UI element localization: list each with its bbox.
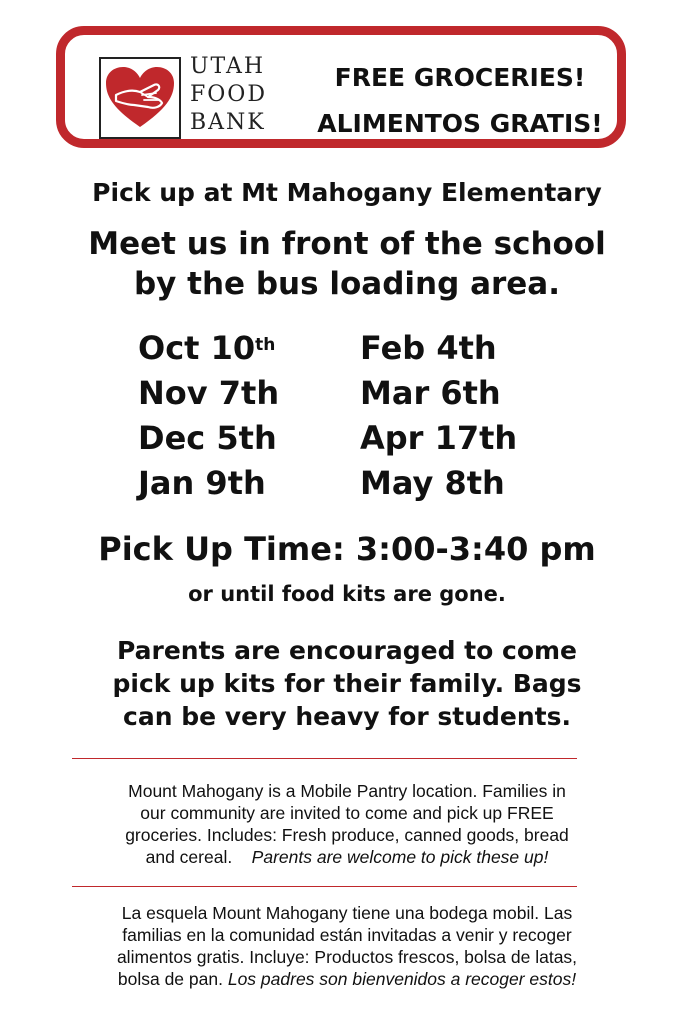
paragraph-line: familias en la comunidad están invitadas a venir y recoger: [122, 925, 572, 945]
headline-english: FREE GROCERIES!: [334, 63, 586, 92]
parents-note: [0, 634, 694, 733]
paragraph-text: and cereal.: [145, 847, 233, 867]
dates-column-left: [138, 326, 279, 506]
paragraph-line: [56, 968, 638, 990]
date-item: Apr 17th: [360, 419, 518, 457]
parents-line: pick up kits for their family. Bags: [112, 669, 582, 698]
paragraph-text: bolsa de pan.: [117, 969, 223, 989]
date-ordinal: th: [255, 335, 276, 355]
header-banner: [56, 26, 626, 148]
utah-food-bank-logo: [99, 57, 181, 139]
meeting-line: Meet us in front of the school: [88, 226, 606, 262]
date-item: Jan 9th: [138, 464, 266, 502]
heart-hands-icon: [104, 65, 176, 131]
logo-word: FOOD: [190, 82, 267, 107]
logo-word: UTAH: [190, 54, 266, 79]
parents-line: can be very heavy for students.: [123, 702, 571, 731]
date-item: May 8th: [360, 464, 505, 502]
paragraph-italic: Los padres son bienvenidos a recoger estos!: [227, 969, 577, 989]
logo-word: BANK: [190, 110, 266, 135]
paragraph-line: La esquela Mount Mahogany tiene una bodega mobil. Las: [121, 903, 573, 923]
headline-spanish: ALIMENTOS GRATIS!: [317, 109, 603, 138]
paragraph-italic: Parents are welcome to pick these up!: [251, 847, 549, 867]
paragraph-line: Mount Mahogany is a Mobile Pantry location. Families in: [128, 781, 566, 801]
pickup-location: Pick up at Mt Mahogany Elementary: [92, 178, 602, 207]
until-note: or until food kits are gone.: [188, 582, 506, 606]
date-item: Nov 7th: [138, 374, 280, 412]
date-item: Feb 4th: [360, 329, 497, 367]
date-item: Dec 5th: [138, 419, 277, 457]
paragraph-line: groceries. Includes: Fresh produce, canned goods, bread: [125, 825, 569, 845]
paragraph-line: our community are invited to come and pick up FREE: [140, 803, 554, 823]
dates-column-right: [360, 326, 517, 506]
divider-bottom: [72, 886, 577, 887]
paragraph-line: [56, 846, 638, 868]
date-item: [138, 326, 279, 371]
banner-headline: [300, 55, 620, 147]
logo-wordmark: [190, 53, 290, 137]
divider-top: [72, 758, 577, 759]
meeting-line: by the bus loading area.: [133, 266, 561, 302]
date-item: Mar 6th: [360, 374, 501, 412]
paragraph-line: alimentos gratis. Incluye: Productos frescos, bolsa de latas,: [116, 947, 578, 967]
pickup-time: Pick Up Time: 3:00-3:40 pm: [98, 530, 596, 568]
spanish-paragraph: [56, 902, 638, 990]
date-text: Oct 10: [138, 329, 256, 367]
english-paragraph: [56, 780, 638, 868]
meeting-instructions: [0, 224, 694, 304]
parents-line: Parents are encouraged to come: [116, 636, 578, 665]
